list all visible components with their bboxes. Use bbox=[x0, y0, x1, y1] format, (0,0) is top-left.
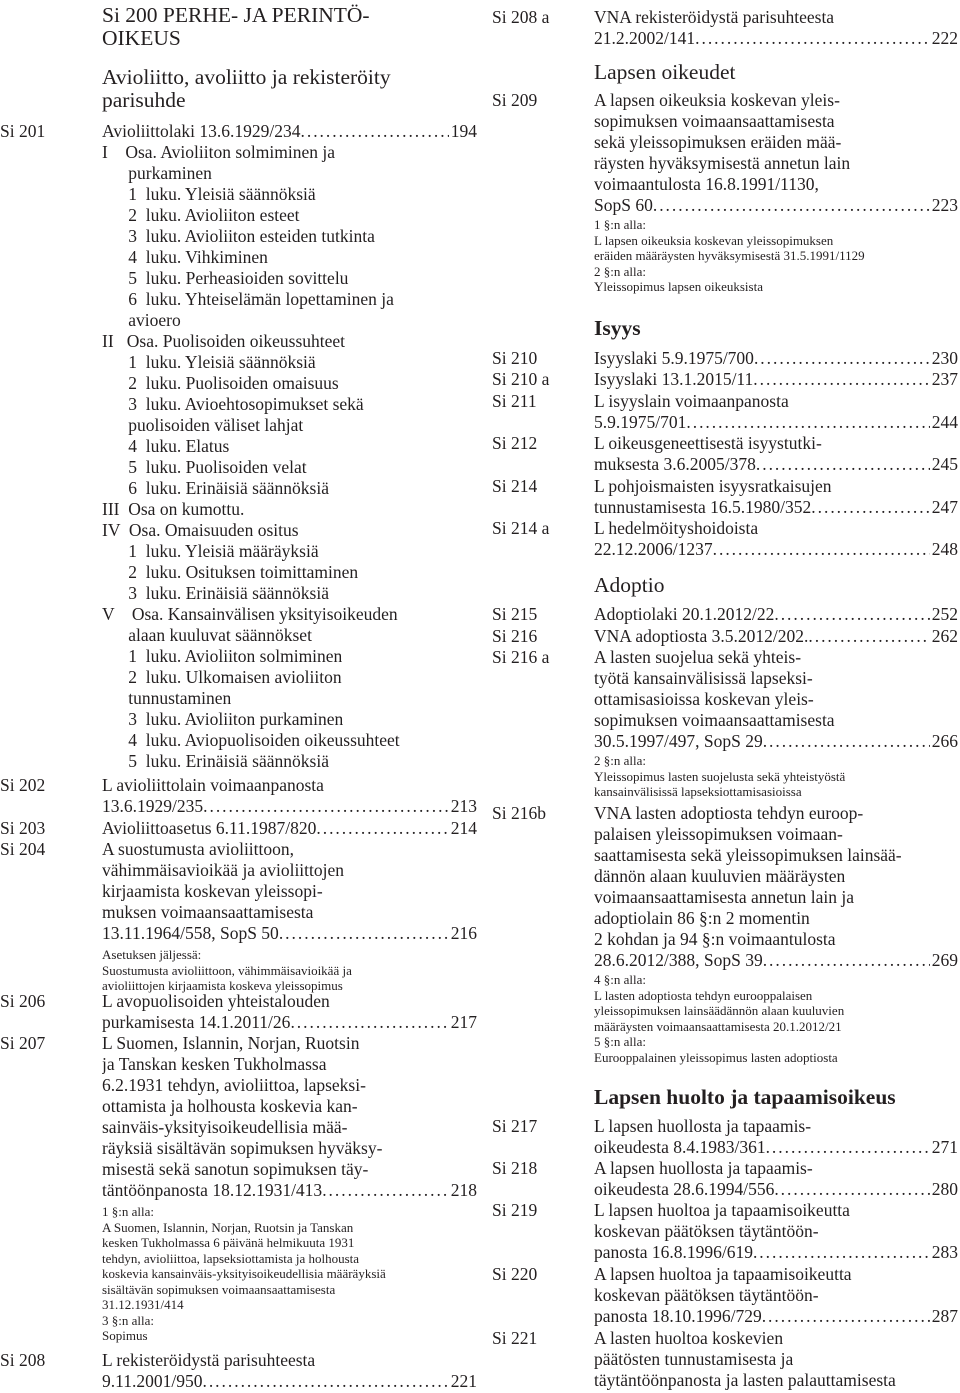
chapter-outline-line: 1 luku. Avioliiton solmiminen bbox=[102, 646, 343, 666]
toc-line[interactable] bbox=[594, 348, 958, 369]
toc-line[interactable] bbox=[594, 1242, 958, 1263]
section-heading-avioliitto: Avioliitto, avoliitto ja rekisteröity parisuhde bbox=[102, 65, 391, 112]
entry-note: Eurooppalainen yleissopimus lasten adoptiosta bbox=[594, 1049, 838, 1065]
toc-line[interactable] bbox=[594, 626, 958, 647]
entry-text: 2 kohdan ja 94 §:n voimaantulosta bbox=[594, 929, 836, 949]
entry-title: Adoptiolaki 20.1.2012/22 bbox=[594, 604, 775, 624]
dot-leader bbox=[653, 195, 930, 216]
dot-leader bbox=[753, 369, 929, 390]
entry-note: 1 §:n alla: bbox=[102, 1204, 154, 1219]
entry-note: 2 §:n alla: bbox=[594, 753, 646, 768]
entry-text: A lapsen huollosta ja tapaamis- bbox=[594, 1158, 813, 1178]
section-heading-lapsen-huolto: Lapsen huolto ja tapaamisoikeus bbox=[594, 1085, 896, 1109]
entry-si216a bbox=[492, 647, 958, 800]
entry-si215 bbox=[492, 604, 958, 625]
entry-code: Si 219 bbox=[492, 1200, 538, 1220]
page-number: 248 bbox=[931, 539, 958, 559]
entry-code: Si 208 bbox=[0, 1350, 46, 1370]
toc-line[interactable] bbox=[102, 818, 477, 839]
entry-title: Isyyslaki 13.1.2015/11 bbox=[594, 369, 754, 389]
entry-text: L avioliittolain voimaanpanosta bbox=[102, 775, 324, 795]
chapter-outline-line: III Osa on kumottu. bbox=[102, 499, 245, 519]
toc-line[interactable] bbox=[594, 28, 958, 49]
page-number: 237 bbox=[931, 369, 958, 389]
page-number: 221 bbox=[450, 1371, 477, 1391]
dot-leader bbox=[203, 796, 449, 817]
entry-code: Si 217 bbox=[492, 1116, 538, 1136]
entry-text: saattamisesta sekä yleissopimuksen lainsää- bbox=[594, 845, 902, 865]
entry-text: muksen voimaansaattamisesta bbox=[102, 902, 314, 922]
entry-text: L rekisteröidystä parisuhteesta bbox=[102, 1350, 316, 1370]
entry-text: adoptiolain 86 §:n 2 momentin bbox=[594, 908, 810, 928]
toc-line[interactable] bbox=[594, 412, 958, 433]
section-heading-adoptio: Adoptio bbox=[594, 573, 665, 597]
dot-leader bbox=[762, 1306, 930, 1327]
entry-code: Si 214 a bbox=[492, 518, 550, 538]
toc-line[interactable] bbox=[594, 497, 958, 518]
page-number: 266 bbox=[931, 731, 958, 751]
entry-title: SopS 60 bbox=[594, 195, 653, 215]
dot-leader bbox=[713, 539, 930, 560]
entry-si212 bbox=[492, 433, 958, 475]
page-number: 222 bbox=[931, 28, 958, 48]
entry-si219 bbox=[492, 1200, 958, 1263]
entry-text: voimaansaattamisesta annetun lain ja bbox=[594, 887, 854, 907]
chapter-outline-line: IV Osa. Omaisuuden ositus bbox=[102, 520, 299, 540]
chapter-outline-line: I Osa. Avioliiton solmiminen ja bbox=[102, 142, 335, 162]
entry-text: ottamista ja holhousta koskevia kan- bbox=[102, 1096, 358, 1116]
dot-leader bbox=[754, 348, 930, 369]
toc-line[interactable] bbox=[594, 195, 958, 216]
chapter-outline-line: 3 luku. Avioehtosopimukset sekä bbox=[102, 394, 364, 414]
entry-code: Si 209 bbox=[492, 90, 538, 110]
entry-code: Si 206 bbox=[0, 991, 46, 1011]
section-heading-isyys: Isyys bbox=[594, 316, 641, 340]
entry-note: 3 §:n alla: bbox=[102, 1312, 154, 1328]
chapter-outline-line: 2 luku. Avioliiton esteet bbox=[102, 205, 300, 225]
entry-title: panosta 18.10.1996/729 bbox=[594, 1306, 762, 1326]
entry-code: Si 218 bbox=[492, 1158, 538, 1178]
entry-note: A Suomen, Islannin, Norjan, Ruotsin ja Tanskan bbox=[102, 1219, 354, 1235]
entry-si204 bbox=[0, 839, 477, 994]
entry-title: VNA adoptiosta 3.5.2012/202. bbox=[594, 626, 809, 646]
entry-si206 bbox=[0, 991, 477, 1033]
entry-note: Yleissopimus lapsen oikeuksista bbox=[594, 279, 763, 294]
chapter-outline-line: 2 luku. Puolisoiden omaisuus bbox=[102, 373, 339, 393]
toc-line[interactable] bbox=[102, 923, 477, 944]
page-number: 214 bbox=[450, 818, 477, 838]
entry-note: 2 §:n alla: bbox=[594, 263, 646, 279]
chapter-heading: Si 200 PERHE- JA PERINTÖ- OIKEUS bbox=[102, 3, 370, 50]
entry-title: purkamisesta 14.1.2011/26 bbox=[102, 1012, 291, 1032]
entry-si218 bbox=[492, 1158, 958, 1200]
entry-text: vähimmäisavioikää ja avioliittojen bbox=[102, 860, 345, 880]
toc-line[interactable] bbox=[594, 369, 958, 390]
dot-leader bbox=[686, 412, 929, 433]
entry-si210a bbox=[492, 369, 958, 390]
entry-si208a bbox=[492, 7, 958, 49]
entry-text: kirjaamista koskevan yleissopi- bbox=[102, 881, 323, 901]
entry-si216 bbox=[492, 626, 958, 647]
entry-si210 bbox=[492, 348, 958, 369]
entry-si221 bbox=[492, 1328, 958, 1391]
section-heading-lapsen-oikeudet: Lapsen oikeudet bbox=[594, 60, 736, 84]
entry-text: misestä sekä sanotun sopimuksen täy- bbox=[102, 1159, 369, 1179]
entry-code: Si 215 bbox=[492, 604, 538, 624]
entry-note: yleissopimuksen lainsäädännön alaan kuuluvien bbox=[594, 1003, 845, 1018]
entry-note: tehdyn, avioliittoa, lapseksiottamista ja holhousta bbox=[102, 1250, 360, 1266]
dot-leader bbox=[811, 497, 929, 518]
toc-line[interactable] bbox=[594, 604, 958, 625]
dot-leader bbox=[756, 454, 930, 475]
chapter-outline-line: 1 luku. Yleisiä säännöksiä bbox=[102, 352, 316, 372]
entry-text: L oikeusgeneettisestä isyystutki- bbox=[594, 433, 822, 453]
entry-code: Si 211 bbox=[492, 391, 537, 411]
dot-leader bbox=[763, 950, 930, 971]
entry-title: Avioliittolaki 13.6.1929/234 bbox=[102, 121, 301, 141]
entry-text: sopimuksen voimaansaattamisesta bbox=[594, 111, 835, 131]
entry-note: kansainvälisissä lapseksiottamisasioissa bbox=[594, 784, 802, 799]
entry-text: 6.2.1931 tehdyn, avioliittoa, lapseksi- bbox=[102, 1075, 366, 1095]
entry-code: Si 214 bbox=[492, 476, 538, 496]
toc-line[interactable] bbox=[594, 731, 958, 752]
page-number: 247 bbox=[931, 497, 958, 517]
chapter-outline-line: 1 luku. Yleisiä määräyksiä bbox=[102, 541, 319, 561]
entry-title: 22.12.2006/1237 bbox=[594, 539, 713, 559]
toc-line[interactable] bbox=[102, 1180, 477, 1201]
entry-si208 bbox=[0, 1350, 477, 1392]
entry-text: VNA rekisteröidystä parisuhteesta bbox=[594, 7, 835, 27]
entry-text: A lapsen huoltoa ja tapaamisoikeutta bbox=[594, 1264, 852, 1284]
entry-note: sisältävän sopimuksen voimaansaattamisesta bbox=[102, 1281, 336, 1297]
entry-note: eräiden määräysten hyväksymisestä 31.5.1991/1129 bbox=[594, 248, 865, 263]
entry-si203 bbox=[0, 818, 477, 839]
dot-leader bbox=[301, 121, 449, 142]
entry-title: panosta 16.8.1996/619 bbox=[594, 1242, 753, 1262]
entry-code: Si 208 a bbox=[492, 7, 550, 27]
entry-title: täntöönpanosta 18.12.1931/413 bbox=[102, 1180, 323, 1200]
entry-title: Isyyslaki 5.9.1975/700 bbox=[594, 348, 754, 368]
entry-title: muksesta 3.6.2005/378 bbox=[594, 454, 756, 474]
entry-text: L isyyslain voimaanpanosta bbox=[594, 391, 789, 411]
toc-line[interactable] bbox=[102, 121, 477, 142]
entry-note: Yleissopimus lasten suojelusta sekä yhteistyöstä bbox=[594, 768, 846, 784]
entry-note: 31.12.1931/414 bbox=[102, 1297, 184, 1312]
entry-code: Si 216 bbox=[492, 626, 538, 646]
entry-text: A lapsen oikeuksia koskevan yleis- bbox=[594, 90, 840, 110]
entry-title: 13.6.1929/235 bbox=[102, 796, 204, 816]
chapter-outline-line: 6 luku. Yhteiselämän lopettaminen ja bbox=[102, 289, 394, 309]
dot-leader bbox=[322, 1180, 449, 1201]
entry-note: 4 §:n alla: bbox=[594, 972, 646, 987]
entry-note: Asetuksen jäljessä: bbox=[102, 947, 202, 962]
entry-title: 9.11.2001/950 bbox=[102, 1371, 203, 1391]
chapter-outline-line: 4 luku. Elatus bbox=[102, 436, 230, 456]
entry-si201 bbox=[0, 121, 477, 772]
dot-leader bbox=[774, 604, 929, 625]
entry-code: Si 220 bbox=[492, 1264, 538, 1284]
toc-line[interactable] bbox=[594, 454, 958, 475]
toc-line[interactable] bbox=[102, 796, 477, 817]
dot-leader bbox=[290, 1012, 448, 1033]
entry-note: 1 §:n alla: bbox=[594, 217, 646, 232]
entry-note: L lapsen oikeuksia koskevan yleissopimuksen bbox=[594, 232, 834, 248]
chapter-outline-line: 3 luku. Avioliiton esteiden tutkinta bbox=[102, 226, 375, 246]
page-number: 271 bbox=[931, 1137, 958, 1157]
entry-si202 bbox=[0, 775, 477, 817]
entry-code: Si 216b bbox=[492, 803, 546, 823]
dot-leader bbox=[763, 731, 930, 752]
entry-text: ja Tanskan kesken Tukholmassa bbox=[102, 1054, 327, 1074]
entry-text: sopimuksen voimaansaattamisesta bbox=[594, 710, 835, 730]
entry-text: L avopuolisoiden yhteistalouden bbox=[102, 991, 330, 1011]
dot-leader bbox=[808, 626, 929, 647]
entry-title: Avioliittoasetus 6.11.1987/820 bbox=[102, 818, 317, 838]
toc-line[interactable] bbox=[102, 1012, 477, 1033]
entry-si220 bbox=[492, 1264, 958, 1327]
entry-si209 bbox=[492, 90, 958, 295]
chapter-outline-line: 5 luku. Erinäisiä säännöksiä bbox=[102, 751, 329, 771]
dot-leader bbox=[202, 1371, 448, 1392]
entry-note: Suostumusta avioliittoon, vähimmäisavioikää ja bbox=[102, 962, 352, 978]
chapter-outline-line: puolisoiden väliset lahjat bbox=[102, 415, 304, 435]
page-number: 262 bbox=[931, 626, 958, 646]
page-number: 252 bbox=[931, 604, 958, 624]
entry-title: oikeudesta 28.6.1994/556 bbox=[594, 1179, 775, 1199]
chapter-outline-line: 1 luku. Yleisiä säännöksiä bbox=[102, 184, 316, 204]
page-number: 218 bbox=[450, 1180, 477, 1200]
entry-code: Si 203 bbox=[0, 818, 46, 838]
page-number: 287 bbox=[931, 1306, 958, 1326]
entry-si211 bbox=[492, 391, 958, 433]
entry-code: Si 202 bbox=[0, 775, 46, 795]
toc-line[interactable] bbox=[594, 1137, 958, 1158]
toc-line[interactable] bbox=[594, 539, 958, 560]
entry-title: 5.9.1975/701 bbox=[594, 412, 687, 432]
page-number: 245 bbox=[931, 454, 958, 474]
entry-text: L Suomen, Islannin, Norjan, Ruotsin bbox=[102, 1033, 360, 1053]
entry-title: 13.11.1964/558, SopS 50 bbox=[102, 923, 279, 943]
entry-si214 bbox=[492, 476, 958, 518]
chapter-outline-line: 4 luku. Vihkiminen bbox=[102, 247, 268, 267]
entry-title: oikeudesta 8.4.1983/361 bbox=[594, 1137, 766, 1157]
entry-text: koskevan päätöksen täytäntöön- bbox=[594, 1285, 819, 1305]
entry-note: määräysten voimaansaattamisesta 20.1.2012/21 bbox=[594, 1018, 842, 1034]
page-number: 216 bbox=[450, 923, 477, 943]
chapter-outline-line: 6 luku. Erinäisiä säännöksiä bbox=[102, 478, 329, 498]
entry-note: Sopimus bbox=[102, 1328, 148, 1343]
page-number: 244 bbox=[931, 412, 958, 432]
toc-line[interactable] bbox=[594, 1179, 958, 1200]
entry-note: L lasten adoptiosta tehdyn eurooppalaisen bbox=[594, 987, 813, 1003]
entry-code: Si 207 bbox=[0, 1033, 46, 1053]
entry-text: räyksiä sisältävän sopimuksen hyväksy- bbox=[102, 1138, 383, 1158]
dot-leader bbox=[316, 818, 448, 839]
page-number: 194 bbox=[450, 121, 477, 141]
entry-text: päätösten tunnustamisesta ja bbox=[594, 1349, 794, 1369]
entry-si214a bbox=[492, 518, 958, 560]
entry-text: VNA lasten adoptiosta tehdyn euroop- bbox=[594, 803, 864, 823]
entry-note: koskevia kansainväis-yksityisoikeudellisia määräyksiä bbox=[102, 1266, 386, 1281]
entry-text: A lasten huoltoa koskevien bbox=[594, 1328, 784, 1348]
dot-leader bbox=[695, 28, 930, 49]
entry-text: voimaantulosta 16.8.1991/1130, bbox=[594, 174, 819, 194]
chapter-outline-line: II Osa. Puolisoiden oikeussuhteet bbox=[102, 331, 346, 351]
chapter-outline-line: tunnustaminen bbox=[102, 688, 232, 708]
entry-text: L lapsen huoltoa ja tapaamisoikeutta bbox=[594, 1200, 850, 1220]
chapter-outline-line: 4 luku. Aviopuolisoiden oikeussuhteet bbox=[102, 730, 400, 750]
chapter-outline-line: 5 luku. Puolisoiden velat bbox=[102, 457, 307, 477]
entry-note: kesken Tukholmassa 6 päivänä helmikuuta 1931 bbox=[102, 1235, 355, 1250]
page-number: 217 bbox=[450, 1012, 477, 1032]
entry-si216b bbox=[492, 803, 958, 1065]
page-number: 213 bbox=[450, 796, 477, 816]
entry-text: L pohjoismaisten isyysratkaisujen bbox=[594, 476, 832, 496]
chapter-outline-line: 3 luku. Avioliiton purkaminen bbox=[102, 709, 344, 729]
entry-text: koskevan päätöksen täytäntöön- bbox=[594, 1221, 819, 1241]
dot-leader bbox=[753, 1242, 930, 1263]
entry-code: Si 201 bbox=[0, 121, 46, 141]
chapter-outline-line: purkaminen bbox=[102, 163, 212, 183]
page-number: 269 bbox=[931, 950, 958, 970]
dot-leader bbox=[774, 1179, 929, 1200]
entry-si217 bbox=[492, 1116, 958, 1158]
entry-title: 28.6.2012/388, SopS 39 bbox=[594, 950, 763, 970]
entry-code: Si 221 bbox=[492, 1328, 538, 1348]
entry-text: A lasten suojelua sekä yhteis- bbox=[594, 647, 802, 667]
entry-text: räysten hyväksymisestä annetun lain bbox=[594, 153, 851, 173]
entry-code: Si 212 bbox=[492, 433, 538, 453]
entry-text: sainväis-yksityisoikeudellisia mää- bbox=[102, 1117, 348, 1137]
page-number: 280 bbox=[931, 1179, 958, 1199]
entry-code: Si 216 a bbox=[492, 647, 550, 667]
chapter-outline-line: 5 luku. Perheasioiden sovittelu bbox=[102, 268, 349, 288]
toc-line[interactable] bbox=[594, 1306, 958, 1327]
chapter-outline-line: 2 luku. Ulkomaisen avioliiton bbox=[102, 667, 342, 687]
entry-text: L hedelmöityshoidoista bbox=[594, 518, 759, 538]
page-number: 230 bbox=[931, 348, 958, 368]
entry-note: avioliittojen kirjaamista koskeva yleissopimus bbox=[102, 978, 343, 993]
entry-title: tunnustamisesta 16.5.1980/352 bbox=[594, 497, 812, 517]
page-number: 223 bbox=[931, 195, 958, 215]
entry-text: ottamisasioissa koskevan yleis- bbox=[594, 689, 814, 709]
chapter-outline-line: avioero bbox=[102, 310, 181, 330]
entry-text: täytäntöönpanosta ja lasten palauttamisesta bbox=[594, 1370, 896, 1390]
chapter-outline-line: V Osa. Kansainvälisen yksityisoikeuden bbox=[102, 604, 398, 624]
entry-code: Si 210 a bbox=[492, 369, 550, 389]
entry-text: A suostumusta avioliittoon, bbox=[102, 839, 295, 859]
chapter-outline-line: 2 luku. Osituksen toimittaminen bbox=[102, 562, 359, 582]
entry-text: työtä kansainvälisissä lapseksi- bbox=[594, 668, 813, 688]
entry-code: Si 210 bbox=[492, 348, 538, 368]
toc-line[interactable] bbox=[594, 950, 958, 971]
entry-text: dännön alaan kuuluvien määräysten bbox=[594, 866, 846, 886]
entry-si207 bbox=[0, 1033, 477, 1344]
entry-text: sekä yleissopimuksen eräiden mää- bbox=[594, 132, 842, 152]
dot-leader bbox=[279, 923, 449, 944]
entry-code: Si 204 bbox=[0, 839, 46, 859]
entry-text: L lapsen huollosta ja tapaamis- bbox=[594, 1116, 812, 1136]
entry-text: palaisen yleissopimuksen voimaan- bbox=[594, 824, 843, 844]
entry-title: 30.5.1997/497, SopS 29 bbox=[594, 731, 763, 751]
chapter-outline-line: 3 luku. Erinäisiä säännöksiä bbox=[102, 583, 329, 603]
page-number: 283 bbox=[931, 1242, 958, 1262]
entry-title: 21.2.2002/141 bbox=[594, 28, 696, 48]
entry-note: 5 §:n alla: bbox=[594, 1034, 646, 1049]
dot-leader bbox=[766, 1137, 930, 1158]
chapter-outline-line: alaan kuuluvat säännökset bbox=[102, 625, 312, 645]
toc-line[interactable] bbox=[102, 1371, 477, 1392]
